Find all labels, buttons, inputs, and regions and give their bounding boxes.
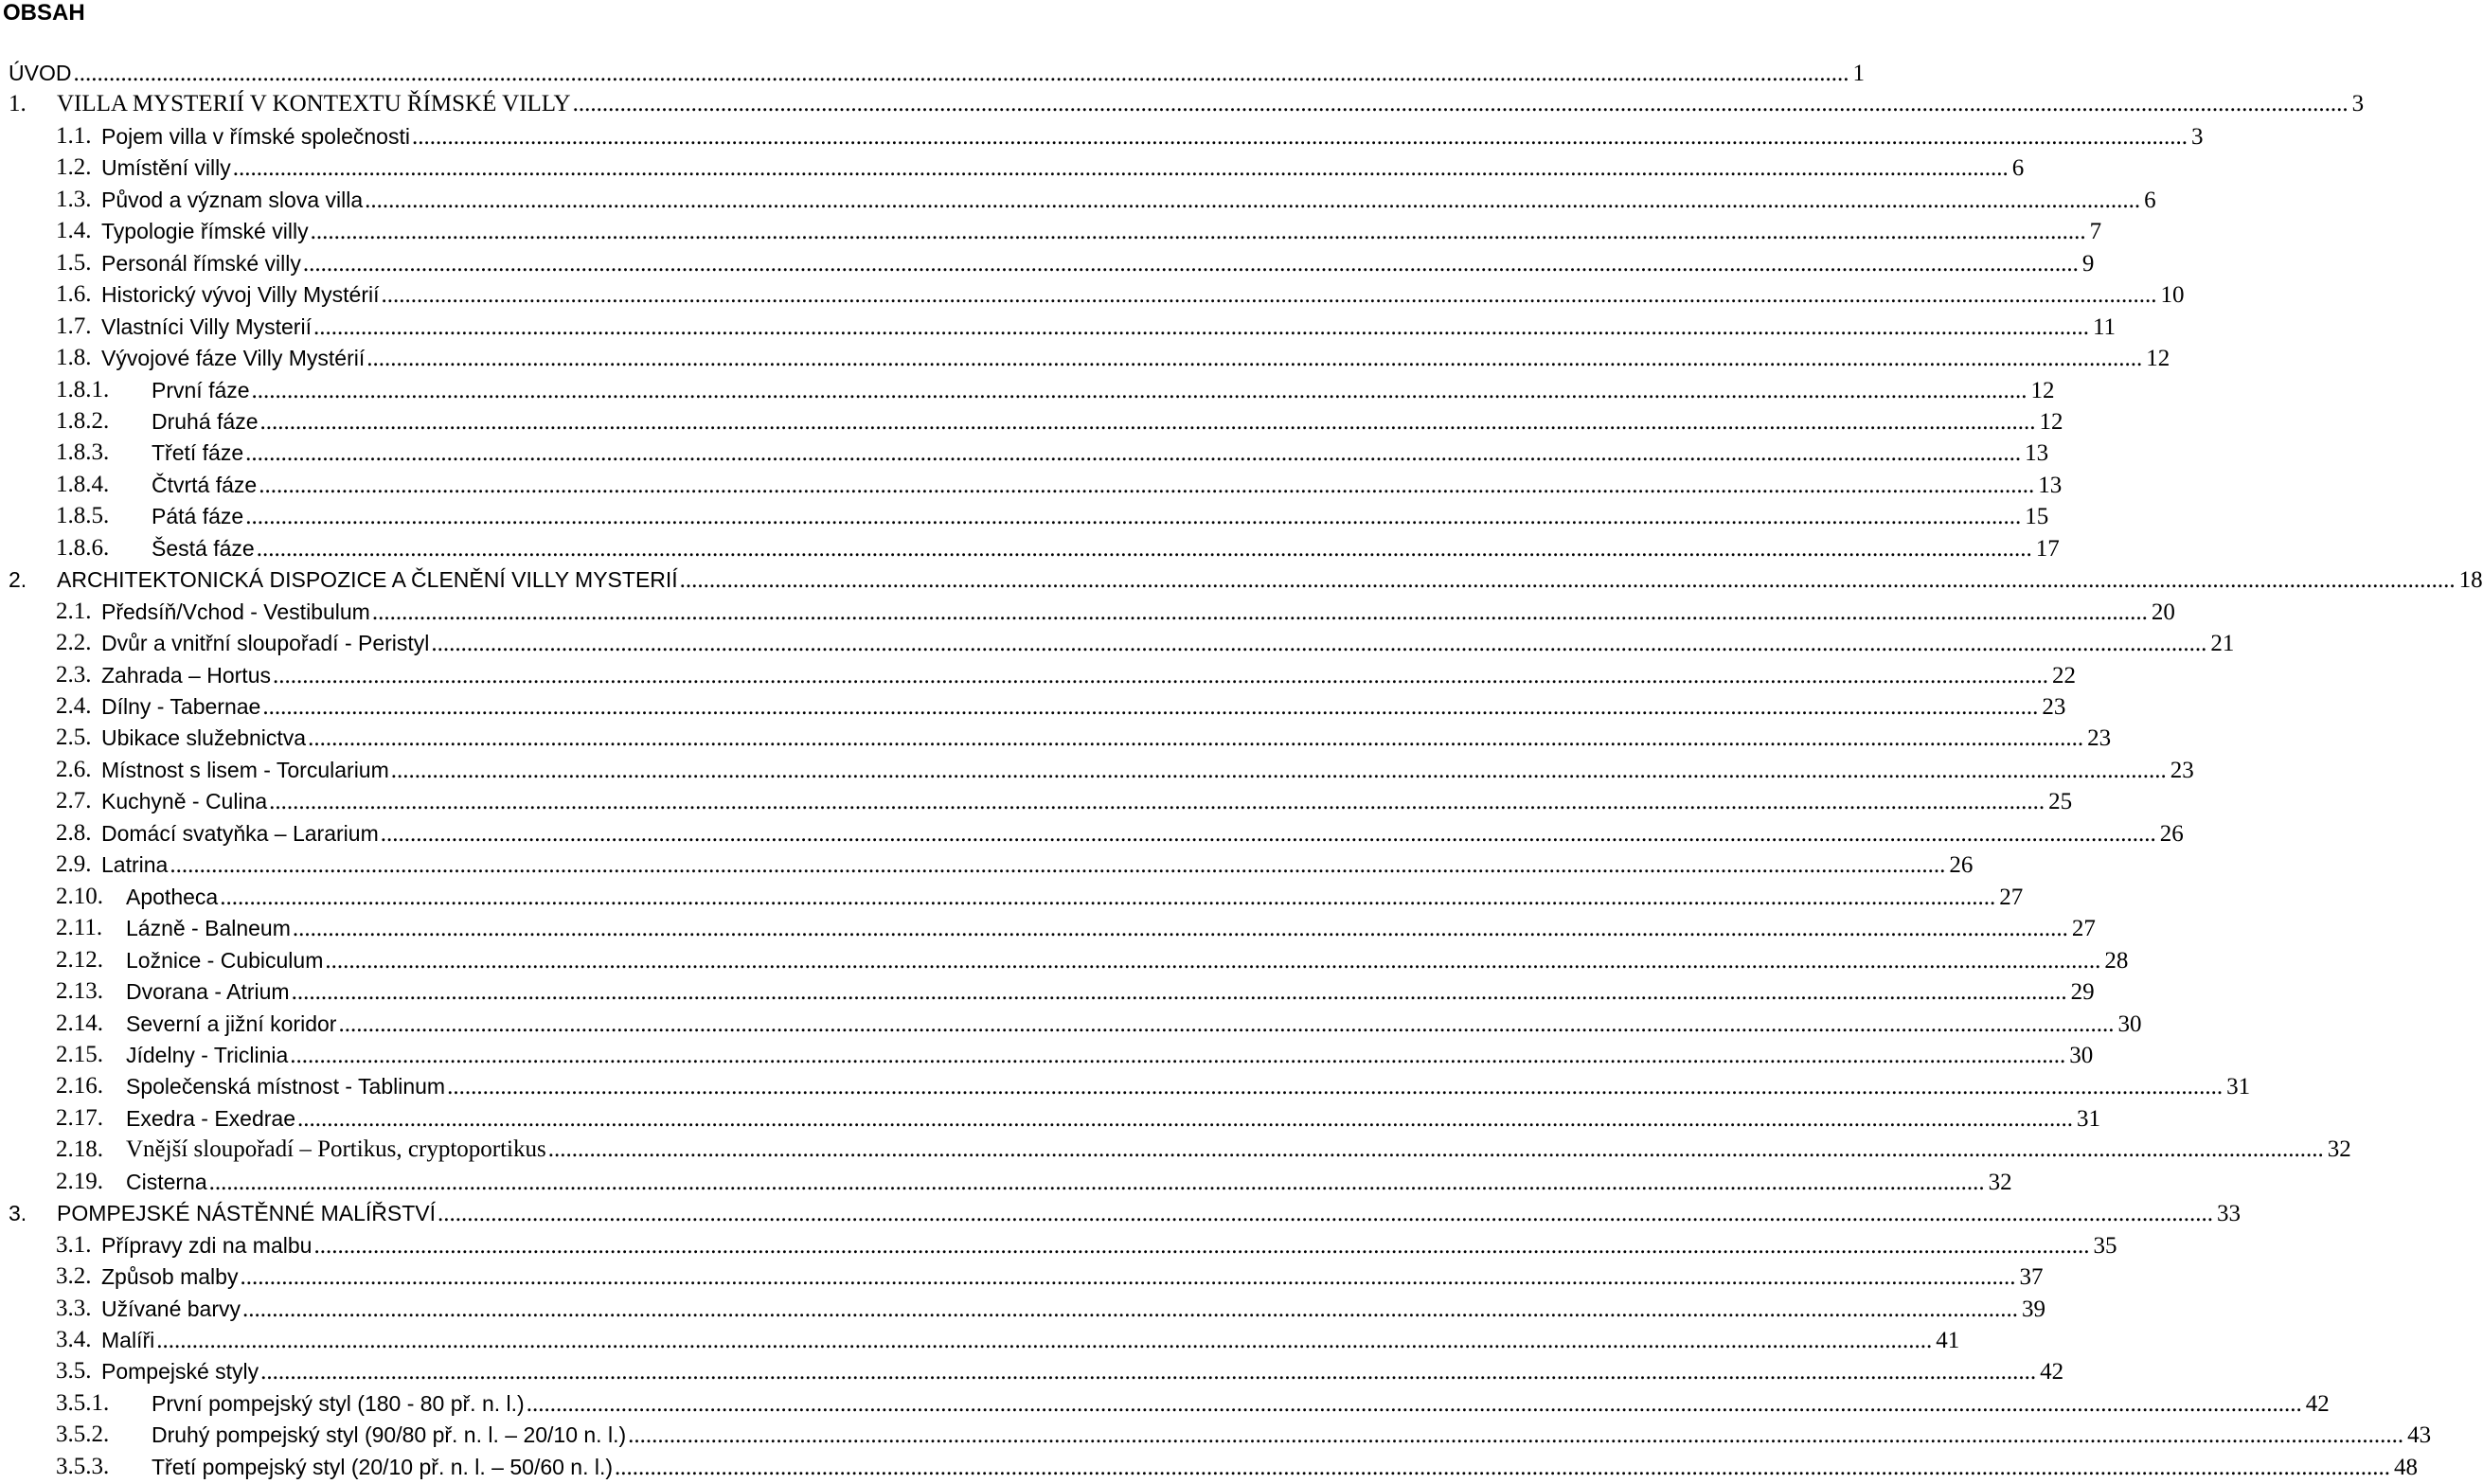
toc-entry-title: Umístění villy xyxy=(101,155,231,181)
toc-entry-title: Personál římské villy xyxy=(101,250,301,276)
dot-leader: ............................................................................................................................................................................................................................................................................................................ xyxy=(310,219,2086,245)
toc-entry-number: 2.14. xyxy=(56,1010,103,1036)
dot-leader: ............................................................................................................................................................................................................................................................................................................ xyxy=(547,1136,2324,1163)
toc-entry[interactable] xyxy=(0,1229,2117,1261)
toc-entry-page-number: 27 xyxy=(1999,884,2024,910)
toc-entry[interactable] xyxy=(0,881,2024,913)
toc-entry-number: 1.1. xyxy=(56,122,92,149)
toc-entry-number: 1.8.3. xyxy=(56,439,110,466)
toc-entry-number: 2.4. xyxy=(56,693,92,719)
toc-entry-page-number: 12 xyxy=(2039,408,2063,435)
toc-entry[interactable] xyxy=(0,1387,2330,1420)
toc-entry-page-number: 32 xyxy=(1988,1169,2012,1195)
toc-entry-page-number: 18 xyxy=(2458,567,2483,594)
toc-entry[interactable] xyxy=(0,754,2194,786)
toc-entry[interactable] xyxy=(0,944,2129,976)
dot-leader: ............................................................................................................................................................................................................................................................................................................ xyxy=(292,916,2068,942)
toc-entry-title: Jídelny - Triclinia xyxy=(126,1042,289,1067)
toc-entry[interactable] xyxy=(0,311,2117,343)
toc-entry-page-number: 22 xyxy=(2051,662,2076,688)
toc-entry[interactable] xyxy=(0,596,2175,628)
toc-entry-number: 3.3. xyxy=(56,1295,92,1321)
toc-entry-title: Šestá fáze xyxy=(152,535,255,561)
toc-entry[interactable] xyxy=(0,1419,2432,1451)
toc-entry-title: První pompejský styl (180 - 80 př. n. l.) xyxy=(152,1390,525,1416)
toc-entry-number: 3.1. xyxy=(56,1231,92,1258)
toc-entry-page-number: 1 xyxy=(1852,61,1865,86)
dot-leader: ............................................................................................................................................................................................................................................................................................................ xyxy=(156,1328,1933,1353)
toc-entry-title: Způsob malby xyxy=(101,1264,239,1290)
dot-leader: ............................................................................................................................................................................................................................................................................................................ xyxy=(240,1264,2016,1291)
toc-entry[interactable] xyxy=(0,342,2170,374)
toc-entry-number: 1.3. xyxy=(56,186,92,212)
dot-leader: ............................................................................................................................................................................................................................................................................................................ xyxy=(572,91,2349,117)
toc-entry-page-number: 17 xyxy=(2035,535,2060,562)
toc-entry-title: Severní a jižní koridor xyxy=(126,1010,337,1036)
toc-entry-title: Třetí fáze xyxy=(152,440,244,466)
toc-entry-page-number: 13 xyxy=(2038,472,2063,498)
toc-entry-page-number: 12 xyxy=(2030,377,2055,403)
toc-entry-number: 2.15. xyxy=(56,1041,103,1067)
dot-leader: ............................................................................................................................................................................................................................................................................................................ xyxy=(242,1296,2019,1322)
toc-entry[interactable] xyxy=(0,184,2156,216)
toc-entry[interactable] xyxy=(0,247,2095,279)
toc-entry-title: Lázně - Balneum xyxy=(126,916,291,941)
toc-entry-number: 1.4. xyxy=(56,218,92,244)
toc-entry-title: Kuchyně - Culina xyxy=(101,789,268,814)
toc-entry-title: Zahrada – Hortus xyxy=(101,662,271,688)
dot-leader: ............................................................................................................................................................................................................................................................................................................ xyxy=(325,947,2101,974)
dot-leader: ............................................................................................................................................................................................................................................................................................................ xyxy=(256,535,2032,562)
toc-entry-page-number: 39 xyxy=(2022,1296,2046,1322)
toc-entry-page-number: 48 xyxy=(2394,1454,2419,1480)
toc-entry-title: Pojem villa v římské společnosti xyxy=(101,123,410,149)
toc-entry-title: Pátá fáze xyxy=(152,504,244,529)
dot-leader: ............................................................................................................................................................................................................................................................................................................ xyxy=(380,820,2156,847)
dot-leader: ............................................................................................................................................................................................................................................................................................................ xyxy=(290,1042,2066,1068)
toc-entry-number: 3.5.1. xyxy=(56,1389,110,1416)
toc-entry-number: 2.16. xyxy=(56,1073,103,1100)
toc-entry-number: 2.10. xyxy=(56,883,103,909)
dot-leader: ............................................................................................................................................................................................................................................................................................................ xyxy=(526,1390,2302,1417)
toc-entry-page-number: 23 xyxy=(2170,757,2194,783)
toc-entry[interactable] xyxy=(0,152,2025,184)
toc-entry-title: Exedra - Exedrae xyxy=(126,1105,295,1131)
toc-entry[interactable] xyxy=(0,1197,2242,1229)
toc-entry-page-number: 26 xyxy=(1949,852,1974,879)
toc-entry-title: Dvorana - Atrium xyxy=(126,979,290,1005)
toc-entry-title: První fáze xyxy=(152,377,250,402)
toc-entry-page-number: 31 xyxy=(2076,1105,2100,1132)
toc-entry-page-number: 15 xyxy=(2025,504,2049,530)
dot-leader: ............................................................................................................................................................................................................................................................................................................ xyxy=(313,1232,2090,1259)
dot-leader: ............................................................................................................................................................................................................................................................................................................ xyxy=(296,1105,2073,1132)
dot-leader: ............................................................................................................................................................................................................................................................................................................ xyxy=(262,694,2039,720)
toc-entry[interactable] xyxy=(0,912,2096,944)
toc-entry-page-number: 10 xyxy=(2160,282,2185,309)
dot-leader: ............................................................................................................................................................................................................................................................................................................ xyxy=(381,282,2157,309)
toc-entry-title: Ložnice - Cubiculum xyxy=(126,947,324,973)
toc-entry-number: 2.9. xyxy=(56,851,92,878)
toc-entry[interactable] xyxy=(0,405,2063,438)
toc-entry-number: 1.7. xyxy=(56,313,92,339)
toc-entry-number: 1.8.1. xyxy=(56,376,110,402)
toc-entry-title: Typologie římské villy xyxy=(101,219,309,244)
toc-entry-page-number: 3 xyxy=(2190,123,2204,150)
toc-entry[interactable] xyxy=(0,500,2049,532)
toc-entry-number: 1.5. xyxy=(56,249,92,276)
dot-leader: ............................................................................................................................................................................................................................................................................................................ xyxy=(220,884,1996,910)
dot-leader: ............................................................................................................................................................................................................................................................................................................ xyxy=(615,1454,2391,1480)
toc-entry-number: 2.17. xyxy=(56,1104,103,1131)
toc-entry[interactable] xyxy=(0,278,2185,311)
toc-entry-number: 2.19. xyxy=(56,1168,103,1194)
toc-entry-number: 1.2. xyxy=(56,154,92,181)
toc-entry-number: 2.13. xyxy=(56,978,103,1005)
dot-leader: ............................................................................................................................................................................................................................................................................................................ xyxy=(628,1422,2404,1449)
toc-entry-number: 2.7. xyxy=(56,788,92,814)
toc-entry-title: Domácí svatyňka – Lararium xyxy=(101,820,379,846)
dot-leader: ............................................................................................................................................................................................................................................................................................................ xyxy=(291,979,2067,1006)
toc-entry[interactable] xyxy=(0,1134,2351,1166)
toc-entry[interactable] xyxy=(0,722,2112,754)
toc-entry-page-number: 42 xyxy=(2040,1359,2064,1386)
toc-entry[interactable] xyxy=(0,1355,2064,1387)
toc-entry[interactable] xyxy=(0,627,2235,659)
toc-entry-page-number: 35 xyxy=(2093,1232,2117,1259)
toc-entry-number: 2.11. xyxy=(56,915,103,941)
toc-entry-page-number: 31 xyxy=(2226,1074,2251,1100)
toc-entry-number: 3.4. xyxy=(56,1327,92,1352)
dot-leader: ............................................................................................................................................................................................................................................................................................................ xyxy=(679,567,2456,594)
toc-entry[interactable] xyxy=(0,437,2049,469)
toc-entry-number: 3.5.2. xyxy=(56,1421,110,1448)
toc-entry-title: POMPEJSKÉ NÁSTĚNNÉ MALÍŘSTVÍ xyxy=(57,1201,437,1226)
toc-entry[interactable] xyxy=(0,1070,2251,1102)
toc-entry[interactable] xyxy=(0,817,2184,849)
dot-leader: ............................................................................................................................................................................................................................................................................................................ xyxy=(245,504,2022,530)
toc-entry-number: 2.18. xyxy=(56,1136,103,1163)
dot-leader: ............................................................................................................................................................................................................................................................................................................ xyxy=(269,789,2045,815)
toc-entry-page-number: 21 xyxy=(2210,631,2235,657)
toc-entry-title: Druhá fáze xyxy=(152,408,259,434)
toc-entry[interactable] xyxy=(0,1166,2012,1198)
toc-entry[interactable] xyxy=(0,1039,2094,1071)
toc-entry-page-number: 29 xyxy=(2070,979,2095,1006)
toc-entry[interactable] xyxy=(0,659,2076,691)
toc-entry-title: Vývojové fáze Villy Mystérií xyxy=(101,346,366,371)
toc-entry[interactable] xyxy=(0,120,2204,152)
toc-entry-page-number: 41 xyxy=(1936,1328,1960,1353)
toc-entry-page-number: 20 xyxy=(2151,599,2175,625)
dot-leader: ............................................................................................................................................................................................................................................................................................................ xyxy=(302,250,2079,277)
toc-entry[interactable] xyxy=(0,563,2483,596)
toc-entry-number: 2. xyxy=(9,567,27,593)
toc-entry-title: Vnější sloupořadí – Portikus, cryptoportikus xyxy=(126,1136,546,1163)
dot-leader: ............................................................................................................................................................................................................................................................................................................ xyxy=(208,1169,1985,1195)
toc-entry-title: Latrina xyxy=(101,852,169,878)
toc-entry-title: Čtvrtá fáze xyxy=(152,472,258,497)
dot-leader: ............................................................................................................................................................................................................................................................................................................ xyxy=(431,631,2207,657)
toc-entry-number: 2.12. xyxy=(56,946,103,973)
toc-entry-page-number: 23 xyxy=(2087,725,2112,752)
dot-leader: ............................................................................................................................................................................................................................................................................................................ xyxy=(259,472,2035,498)
toc-entry-title: Ubikace služebnictva xyxy=(101,725,307,751)
toc-entry-title: Druhý pompejský styl (90/80 př. n. l. – 20/10 n. l.) xyxy=(152,1422,627,1448)
toc-entry[interactable] xyxy=(0,1324,1960,1356)
toc-entry-page-number: 6 xyxy=(2011,155,2025,182)
toc-entry-page-number: 43 xyxy=(2407,1422,2432,1449)
toc-entry[interactable] xyxy=(0,690,2066,723)
toc-entry[interactable] xyxy=(0,849,1974,881)
toc-entry-title: Vlastníci Villy Mysterií xyxy=(101,313,312,339)
toc-entry-title: VILLA MYSTERIÍ V KONTEXTU ŘÍMSKÉ VILLY xyxy=(57,91,571,117)
toc-entry-title: Dílny - Tabernae xyxy=(101,694,261,719)
toc-entry-title: Společenská místnost - Tablinum xyxy=(126,1074,446,1100)
toc-entry-page-number: 9 xyxy=(2081,250,2095,277)
toc-entry-page-number: 3 xyxy=(2351,91,2365,117)
toc-entry-title: Historický vývoj Villy Mystérií xyxy=(101,282,380,308)
dot-leader: ............................................................................................................................................................................................................................................................................................................ xyxy=(371,599,2148,625)
toc-entry-number: 1. xyxy=(9,91,27,117)
toc-entry-number: 2.6. xyxy=(56,756,92,782)
toc-entry-title: Apotheca xyxy=(126,884,219,909)
toc-entry-page-number: 25 xyxy=(2048,789,2073,815)
toc-entry[interactable] xyxy=(0,1008,2142,1040)
toc-entry[interactable] xyxy=(0,215,2102,247)
toc-entry-page-number: 6 xyxy=(2144,187,2156,213)
dot-leader: ............................................................................................................................................................................................................................................................................................................ xyxy=(245,440,2022,467)
dot-leader: ............................................................................................................................................................................................................................................................................................................ xyxy=(260,1359,2037,1386)
dot-leader: ............................................................................................................................................................................................................................................................................................................ xyxy=(411,123,2188,150)
toc-entry-page-number: 13 xyxy=(2025,440,2049,467)
toc-entry-title: ARCHITEKTONICKÁ DISPOZICE A ČLENĚNÍ VILLY MYSTERIÍ xyxy=(57,567,678,593)
toc-entry-title: Třetí pompejský styl (20/10 př. n. l. – 50/60 n. l.) xyxy=(152,1454,614,1479)
toc-entry-page-number: 12 xyxy=(2146,346,2170,372)
toc-entry-title: Cisterna xyxy=(126,1169,207,1194)
dot-leader: ............................................................................................................................................................................................................................................................................................................ xyxy=(390,757,2167,783)
toc-entry-title: Dvůr a vnitřní sloupořadí - Peristyl xyxy=(101,631,430,656)
toc-entry-number: 3.5. xyxy=(56,1358,92,1385)
toc-entry[interactable] xyxy=(0,374,2055,406)
toc-entry[interactable] xyxy=(0,785,2073,817)
toc-entry[interactable] xyxy=(0,88,2365,120)
toc-entry-number: 2.1. xyxy=(56,598,92,624)
toc-entry[interactable] xyxy=(0,469,2063,501)
toc-entry-page-number: 37 xyxy=(2019,1264,2044,1291)
toc-entry[interactable] xyxy=(0,1451,2419,1483)
toc-entry-number: 1.8.6. xyxy=(56,534,110,561)
toc-entry-number: 3.2. xyxy=(56,1263,92,1290)
toc-entry-number: 3. xyxy=(9,1201,27,1226)
dot-leader: ............................................................................................................................................................................................................................................................................................................ xyxy=(232,155,2009,182)
toc-entry-page-number: 7 xyxy=(2089,219,2102,245)
toc-entry-page-number: 28 xyxy=(2104,947,2129,974)
toc-entry-number: 1.8. xyxy=(56,345,92,371)
toc-entry[interactable] xyxy=(0,1102,2100,1135)
toc-entry-page-number: 23 xyxy=(2042,694,2066,720)
toc-entry-page-number: 42 xyxy=(2305,1390,2330,1417)
toc-entry-page-number: 30 xyxy=(2069,1042,2094,1068)
toc-entry-title: Přípravy zdi na malbu xyxy=(101,1232,313,1258)
toc-entry-page-number: 30 xyxy=(2117,1010,2142,1037)
toc-entry-number: 2.5. xyxy=(56,724,92,751)
page-title: OBSAH xyxy=(3,0,85,26)
toc-entry-title: Původ a význam slova villa xyxy=(101,187,364,212)
dot-leader: ............................................................................................................................................................................................................................................................................................................ xyxy=(313,313,2089,340)
dot-leader: ............................................................................................................................................................................................................................................................................................................ xyxy=(170,852,1946,879)
toc-entry-title: Malíři xyxy=(101,1328,155,1352)
toc-entry[interactable] xyxy=(0,1261,2044,1293)
dot-leader: ............................................................................................................................................................................................................................................................................................................ xyxy=(73,61,1849,86)
dot-leader: ............................................................................................................................................................................................................................................................................................................ xyxy=(308,725,2084,752)
toc-entry-title: Místnost s lisem - Torcularium xyxy=(101,757,389,782)
dot-leader: ............................................................................................................................................................................................................................................................................................................ xyxy=(272,662,2048,688)
toc-entry-number: 3.5.3. xyxy=(56,1453,110,1479)
toc-entry[interactable] xyxy=(0,532,2060,564)
toc-entry-number: 1.6. xyxy=(56,281,92,308)
toc-entry-page-number: 32 xyxy=(2327,1136,2351,1163)
toc-entry-number: 1.8.4. xyxy=(56,471,110,497)
toc-entry-number: 1.8.2. xyxy=(56,407,110,434)
toc-entry-title: ÚVOD xyxy=(9,61,72,85)
dot-leader: ............................................................................................................................................................................................................................................................................................................ xyxy=(447,1074,2224,1100)
toc-entry-number: 2.8. xyxy=(56,819,92,846)
toc-entry-page-number: 11 xyxy=(2092,313,2117,340)
dot-leader: ............................................................................................................................................................................................................................................................................................................ xyxy=(259,408,2036,435)
toc-entry[interactable] xyxy=(0,57,1865,89)
dot-leader: ............................................................................................................................................................................................................................................................................................................ xyxy=(251,377,2027,403)
toc-entry-page-number: 33 xyxy=(2217,1201,2242,1227)
toc-entry[interactable] xyxy=(0,975,2095,1008)
toc-entry-title: Užívané barvy xyxy=(101,1296,241,1321)
toc-entry-title: Pompejské styly xyxy=(101,1359,259,1385)
toc-entry-page-number: 27 xyxy=(2071,916,2096,942)
toc-entry[interactable] xyxy=(0,1293,2046,1325)
toc-entry-number: 2.2. xyxy=(56,630,92,656)
dot-leader: ............................................................................................................................................................................................................................................................................................................ xyxy=(366,346,2143,372)
dot-leader: ............................................................................................................................................................................................................................................................................................................ xyxy=(338,1010,2115,1037)
toc-entry-number: 2.3. xyxy=(56,661,92,688)
toc-entry-title: Předsíň/Vchod - Vestibulum xyxy=(101,599,370,624)
toc-entry-page-number: 26 xyxy=(2159,820,2184,847)
dot-leader: ............................................................................................................................................................................................................................................................................................................ xyxy=(438,1201,2214,1227)
toc-entry-number: 1.8.5. xyxy=(56,503,110,529)
dot-leader: ............................................................................................................................................................................................................................................................................................................ xyxy=(365,187,2141,213)
